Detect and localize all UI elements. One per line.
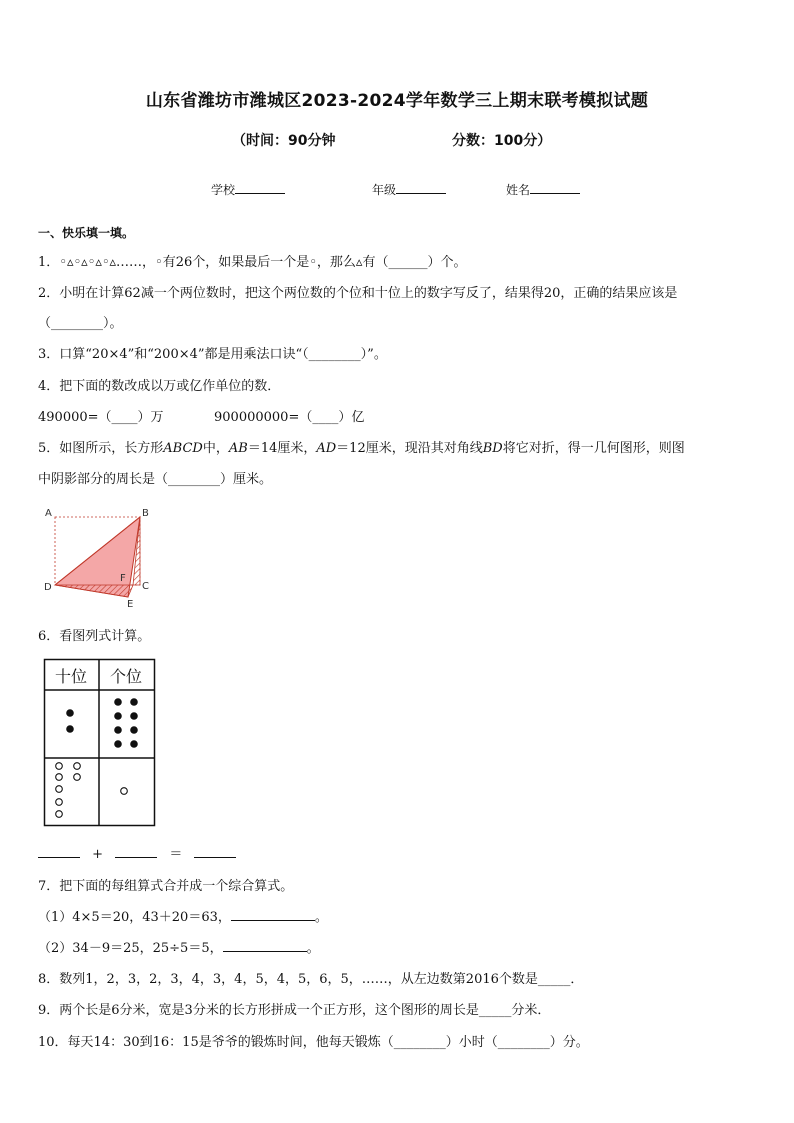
col-tens-label: 十位 [55,667,88,686]
q5-text-c: ＝14厘米， [247,441,317,456]
q7-item1-text: （1）4×5＝20，43＋20＝63， [38,910,231,925]
filled-counter-ones [130,698,138,706]
grade-label: 年级 [372,183,397,197]
question-2-line2: （________）。 [38,316,123,331]
fold-diagram [40,504,170,610]
hollow-counter-tens [56,786,63,793]
q5-text-e: 将它对折，得一几何图形，则图 [502,441,685,456]
q6-equation [38,843,236,862]
name-blank[interactable] [530,181,580,194]
question-4-item1: 490000=（____）万 [38,410,164,425]
page-title: 山东省潍坊市潍城区2023-2024学年数学三上期末联考模拟试题 [145,91,649,111]
school-field [211,181,285,198]
question-7: 7．把下面的每组算式合并成一个综合算式。 [38,879,294,894]
filled-counter-ones [114,726,122,734]
place-value-chart [44,659,156,827]
section-heading: 一、快乐填一填。 [38,226,135,240]
filled-counter-ones [114,712,122,720]
hollow-counter-ones [121,788,128,795]
hollow-counter-tens [74,774,81,781]
q5-ab: AB [228,441,248,456]
label-f: F [120,573,126,584]
question-8: 8．数列1，2，3，2，3，4，3，4，5，4，5，6，5，……，从左边数第2016个数是_____． [38,972,584,987]
q6-blank-2[interactable] [115,845,157,858]
question-10: 10．每天14：30到16：15是爷爷的锻炼时间，他每天锻炼（________）小时（________）分。 [38,1035,589,1050]
student-info-row [0,181,794,199]
question-2-line1: 2．小明在计算62减一个两位数时，把这个两位数的个位和十位上的数字写反了，结果得20，正确的结果应该是 [38,286,678,301]
exam-time: （时间：90分钟 [232,133,336,149]
question-1: 1．◦▵◦▵◦▵◦▵……，◦有26个，如果最后一个是◦，那么▵有（______）个。 [38,255,467,270]
q7-item1-blank[interactable] [231,908,315,921]
filled-counter-tens [66,709,74,717]
filled-counter-tens [66,725,74,733]
question-4: 4．把下面的数改成以万或亿作单位的数． [38,379,281,394]
q5-rect-name: ABCD [163,441,203,456]
q5-text-a: 5．如图所示，长方形 [38,441,164,456]
name-label: 姓名 [506,183,531,197]
grade-blank[interactable] [396,181,446,194]
school-blank[interactable] [235,181,285,194]
q7-item1-end: 。 [314,910,328,925]
q6-equals: ＝ [169,847,183,862]
exam-meta [0,130,794,150]
hollow-counter-tens [56,763,63,770]
q5-bd: BD [482,441,503,456]
school-label: 学校 [211,183,236,197]
filled-counter-ones [130,726,138,734]
col-ones-label: 个位 [110,667,143,686]
question-3: 3．口算“20×4”和“200×4”都是用乘法口诀“（________）”。 [38,347,387,362]
label-c: C [142,581,149,592]
grade-field [372,181,446,198]
hollow-counter-tens [56,811,63,818]
filled-counter-ones [130,712,138,720]
label-a: A [45,508,52,519]
q6-blank-3[interactable] [194,845,236,858]
hollow-counter-tens [56,774,63,781]
filled-counter-ones [114,698,122,706]
filled-counter-ones [130,740,138,748]
q5-ad: AD [316,441,337,456]
q6-blank-1[interactable] [38,845,80,858]
name-field [506,181,580,198]
q7-item2-text: （2）34－9＝25，25÷5＝5， [38,941,223,956]
question-5-line1 [38,437,685,456]
label-b: B [142,508,149,519]
q7-item2-end: 。 [306,941,320,956]
question-7-item1 [38,906,328,925]
question-9: 9．两个长是6分米，宽是3分米的长方形拼成一个正方形，这个图形的周长是_____分米． [38,1003,551,1018]
hollow-counter-tens [56,799,63,806]
q7-item2-blank[interactable] [223,939,307,952]
label-d: D [44,582,52,593]
label-e: E [127,599,134,610]
question-4-item2: 900000000=（____）亿 [214,410,365,425]
filled-counter-ones [114,740,122,748]
question-6: 6．看图列式计算。 [38,629,151,644]
shaded-region-bottom [55,585,133,597]
q5-text-b: 中， [202,441,229,456]
question-5-line2: 中阴影部分的周长是（________）厘米。 [38,472,273,487]
exam-score: 分数：100分） [452,133,552,149]
question-7-item2 [38,937,320,956]
q5-text-d: ＝12厘米，现沿其对角线 [336,441,483,456]
q6-plus: + [92,847,104,862]
hollow-counter-tens [74,763,81,770]
